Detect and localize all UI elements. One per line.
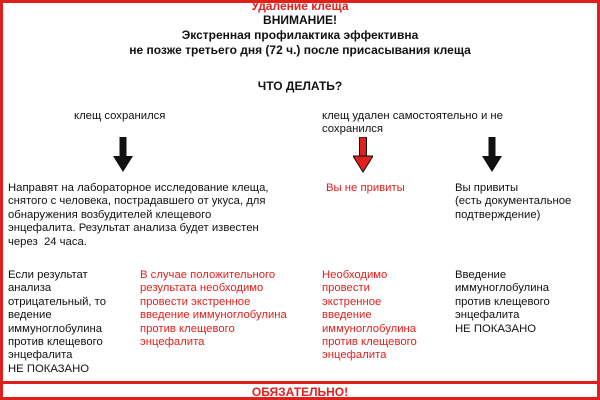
- what-to-do-heading: ЧТО ДЕЛАТЬ?: [257, 79, 343, 93]
- attention-heading: ВНИМАНИЕ!: [263, 13, 337, 27]
- efficacy-line-1: Экстренная профилактика эффективна: [181, 28, 419, 42]
- lab-test-text: Направят на лабораторное исследование клеща, снятого с человека, пострадавшего от укуса, для обнаружения возбудителей клещевого энцефалита. Результат анализа будет известен через 24 часа.: [8, 182, 269, 248]
- page-title: Удаление клеща: [251, 0, 349, 13]
- mandatory-heading: ОБЯЗАТЕЛЬНО!: [251, 385, 349, 399]
- divider: [3, 381, 597, 384]
- efficacy-line-2: не позже третьего дня (72 ч.) после присасывания клеща: [129, 43, 471, 57]
- vaccinated-text: Вы привиты (есть документальное подтверждение): [455, 182, 572, 221]
- necessary-text: Необходимо провести экстренное введение иммуноглобулина против клещевого энцефалита: [322, 269, 417, 362]
- not-vaccinated-text: Вы не привиты: [326, 182, 405, 194]
- branch-tick-removed: клещ удален самостоятельно и не сохранился: [322, 110, 503, 136]
- branch-tick-kept: клещ сохранился: [74, 110, 166, 122]
- not-indicated-text: Введение иммуноглобулина против клещевого энцефалита НЕ ПОКАЗАНО: [455, 269, 550, 335]
- negative-result-text: Если результат анализа отрицательный, то ведение иммуноглобулина против клещевого энцефалита НЕ ПОКАЗАНО: [8, 269, 107, 375]
- positive-result-text: В случае положительного результата необходимо провести экстренное введение иммуноглобулина против клещевого энцефалита: [140, 269, 287, 349]
- down-arrow-icon: [113, 137, 133, 173]
- down-arrow-icon: [353, 137, 373, 173]
- down-arrow-icon: [482, 137, 502, 173]
